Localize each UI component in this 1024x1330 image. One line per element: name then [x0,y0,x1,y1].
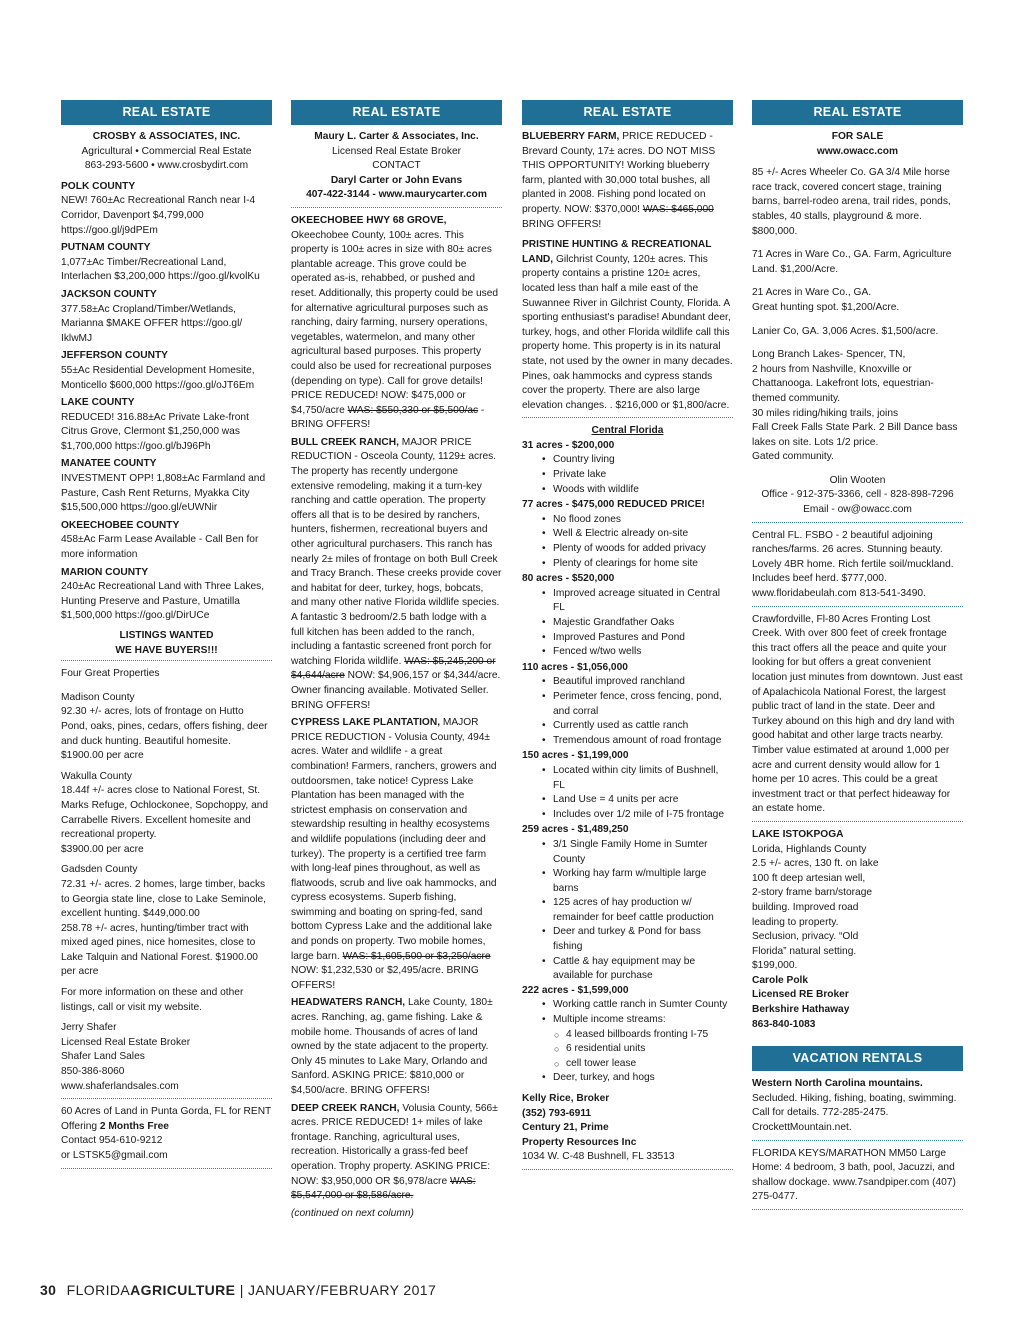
county-heading: OKEECHOBEE COUNTY [61,519,180,531]
headwaters-ranch [291,996,502,1098]
cypress-lake-plantation [291,716,502,993]
county-listing: 458±Ac Farm Lease Available - Call Ben for more information [61,534,259,561]
istokpoga-listing: Lorida, Highlands County 2.5 +/- acres, 130 ft. on lake 100 ft deep artesian well, 2-story frame barn/storage building. Improved road leading to property. Seclusion, privacy. “Old Florida” natural setting. $199,000. [752,843,879,972]
tract-title: 31 acres - $200,000 [522,439,615,451]
listing-title: CYPRESS LAKE PLANTATION, [291,717,441,729]
separator [61,660,272,661]
county-heading: MANATEE COUNTY [61,458,157,470]
listing-body: MAJOR PRICE REDUCTION - Volusia County, 494± acres. Water and wildlife - a great combination! Farmers, ranchers, growers and outdoorsmen, take notice! Cypress Lake Plantation has been managed with the strictest emphasis on conservation and stewardship resulting in healthy ecosystems and wildlife populations (including deer and turkey). The property is a certified tree farm with long-leaf pines throughout, as well as flatwoods, scrub and live oak hammocks, and cypress ecosystems. Superb fishing, swimming and boating on spring-fed, sand bottom Cypress Lake and the additional lake and ponds on property. Two mobile homes, large barn. [291,717,497,962]
offer-label: Offering [61,1120,100,1132]
listing-end: - BRING OFFERS! [291,404,485,431]
listings-wanted: LISTINGS WANTED [119,630,214,641]
tract-feature: • Tremendous amount of road frontage [553,734,733,749]
gadsden-listing: Gadsden County 72.31 +/- acres. 2 homes, large timber, backs to Georgia state line, close to Lake Seminole, excellent hunting. $449,000.00 258.78 +/- acres, hunting/timber tract with mixed aged pines, nice homesites, close to Lake Talquin and National Forest. $1900.00 per acre [61,864,266,978]
broker-line: Licensed Real Estate Broker [331,145,462,157]
column-3 [522,100,733,1176]
listing-body: Gilchrist County, 120± acres. This property contains a pristine 120± acres, located less than half a mile east of the Suwannee River in Gilchrist County, Florida. A sporting enthusiast's paradise! Abundant deer, turkey, hogs, and other Florida wildlife call this property home. This property is in its natural state, not used by the owner in many decades. Pines, oak hammocks and cypress stands cover the property. There are also large elevation changes. . $216,000 or $1,800/acre. [522,253,733,411]
tract-feature: • Fenced w/two wells [553,645,733,660]
we-have-buyers: WE HAVE BUYERS!!! [115,644,218,656]
wnc-listing [752,1077,963,1135]
company-tagline: Agricultural • Commercial Real Estate [81,145,252,157]
bull-creek-ranch [291,436,502,713]
listing-body: Volusia County, 566± acres. PRICE REDUCED! 1+ miles of lake frontage. Ranching, agricultural uses, recreation. Historically a grass-fed beef operation. Trophy property. ASKING PRICE: NOW: $3,950,000 OR $6,978/acre [291,1102,498,1187]
old-price: WAS: $465,000 [642,203,714,215]
offer-free: 2 Months Free [99,1120,169,1132]
lanier-listing: Lanier Co, GA. 3,006 Acres. $1,500/acre. [752,325,939,337]
county-listing: 55±Ac Residential Development Homesite, Monticello $600,000 https://goo.gl/oJT6Em [61,364,255,391]
more-info: For more information on these and other listings, call or visit my website. [61,987,244,1013]
tract-feature: • Working cattle ranch in Sumter County [553,998,733,1013]
page-number: 30 [40,1282,57,1298]
tract-features [522,838,733,984]
tract-features [522,587,733,660]
olin-name: Olin Wooten [829,474,886,486]
tract-feature: • Well & Electric already on-site [553,527,733,542]
tract-title: 259 acres - $1,489,250 [522,824,629,836]
county-listing: REDUCED! 316.88±Ac Private Lake-front Citrus Grove, Clermont $1,250,000 was $1,700,000 https://goo.gl/bJ96Ph [61,411,249,452]
section-header: REAL ESTATE [522,100,733,125]
company-name: CROSBY & ASSOCIATES, INC. [92,131,241,142]
county-listing: 377.58±Ac Cropland/Timber/Wetlands, Marianna $MAKE OFFER https://goo.gl/ IklwMJ [61,303,243,344]
kelly-rice-address: 1034 W. C-48 Bushnell, FL 33513 [522,1151,675,1163]
old-price: WAS: $550,330 or $5,500/ac [347,404,479,416]
section-header: REAL ESTATE [291,100,502,125]
section-header: REAL ESTATE [61,100,272,125]
separator [752,1209,963,1210]
tract-feature: • No flood zones [553,513,733,528]
old-price: WAS: $5,245,200 or $4,644/acre [291,655,496,682]
separator [522,1169,733,1170]
ware-hunting-listing: 21 Acres in Ware Co., GA. Great hunting spot. $1,200/Acre. [752,287,900,313]
listing-end: NOW: $4,906,157 or $4,344/acre. Owner financing available. Motivated Seller. BRING OFFERS! [291,670,501,711]
olin-phone: Office - 912-375-3366, cell - 828-898-7296 [761,489,954,501]
tract-feature: • Land Use = 4 units per acre [553,793,733,808]
listing-title: Western North Carolina mountains. [752,1078,923,1090]
income-item: ○ cell tower lease [566,1057,733,1072]
vacation-rentals-header: VACATION RENTALS [752,1046,963,1071]
tract-title: 77 acres - $475,000 REDUCED PRICE! [522,499,705,511]
crawfordville-listing: Crawfordville, Fl-80 Acres Fronting Lost Creek. With over 800 feet of creek frontage this tract offers all the peace and quite your looking for but offers a great convenient location just minutes from downtown. Just east of Apalachicola National Forest, the largest public tract of land in the state. Deer and Turkey abound on this high and dry land with good habitat and other large tracts nearby. Timber value estimated at around 1,000 per acre and current density would allow for 1 home per 10 acres. This could be a great investment tract or that perfect hideaway for an estate home. [752,613,963,815]
deep-creek-ranch [291,1102,502,1204]
keys-listing: FLORIDA KEYS/MARATHON MM50 Large Home: 4 bedroom, 3 bath, pool, Jacuzzi, and shallow dockage. www.7sandpiper.com (407) 275-0477. [752,1147,956,1203]
punta-gorda-contact: Contact 954-610-9212 or LSTSK5@gmail.com [61,1135,168,1161]
central-florida-heading: Central Florida [591,425,664,437]
crosby-listings [61,180,272,624]
section-header: REAL ESTATE [752,100,963,125]
separator [522,417,733,418]
listing-body: Okeechobee County, 100± acres. This property is 100± acres in size with 80± acres plantable acreage. This grove could be operated as-is, rehabbed, or pushed and reset. Additionally, this property could be used for alternative agricultural purposes such as ranching, dairy farming, nursery operations, vegetables, watermelon, and many other agricultural based purposes. This property could also be used for recreational purposes (depending on type). Call for grove details! PRICE REDUCED! NOW: $475,000 or $4,750/acre [291,229,499,416]
shafer-contact: Jerry Shafer Licensed Real Estate Broker Shafer Land Sales 850-386-8060 www.shaferlandsales.com [61,1022,191,1092]
tract-features [522,675,733,748]
tract-feature: • Deer, turkey, and hogs [553,1071,733,1086]
listing-body: Secluded. Hiking, fishing, boating, swimming. Call for details. 772-285-2475. CrockettMountain.net. [752,1092,957,1134]
tract-title: 110 acres - $1,056,000 [522,661,628,673]
income-streams [553,1028,733,1072]
for-sale-heading: FOR SALE [831,131,884,142]
tract-feature: • Deer and turkey & Pond for bass fishing [553,925,733,954]
punta-gorda-offer [61,1120,272,1135]
tract-feature: • Improved acreage situated in Central FL [553,587,733,616]
tract-feature: • Cattle & hay equipment may be available for purchase [553,955,733,984]
listing-body: PRICE REDUCED - Brevard County, 17± acres. DO NOT MISS THIS OPPORTUNITY! Working blueberry farm, planted with 30,000 total bushes, all planted in 2008. Fishing pond located on property. NOW: $370,000! [522,131,716,215]
issue-date: | JANUARY/FEBRUARY 2017 [235,1282,437,1298]
tract-features [522,513,733,571]
kelly-rice-contact: Kelly Rice, Broker (352) 793-6911 Century 21, Prime Property Resources Inc [522,1093,637,1148]
listing-title: OKEECHOBEE HWY 68 GROVE, [291,214,447,226]
old-price: WAS: $5,547,000 or $8,586/acre. [291,1175,476,1202]
income-item: ○ 4 leased billboards fronting I-75 [566,1028,733,1043]
company-contact: 863-293-5600 • www.crosbydirt.com [84,160,249,172]
old-price: WAS: $1,605,500 or $3,250/acre [342,950,491,962]
income-item: ○ 6 residential units [566,1042,733,1057]
contact-phone: 407-422-3144 - www.maurycarter.com [306,189,487,201]
tract-title: 150 acres - $1,199,000 [522,750,629,762]
county-heading: LAKE COUNTY [61,397,135,409]
tract-feature: • Woods with wildlife [553,483,733,498]
fsbo-listing: Central FL. FSBO - 2 beautiful adjoining ranches/farms. 26 acres. Stunning beauty. Lovely 4BR home. Rich fertile soil/muckland. Includes beef herd. $777,000. www.floridabeulah.com 813-541-3490. [752,529,954,600]
county-heading: JACKSON COUNTY [61,288,157,300]
tract-feature: • Private lake [553,468,733,483]
contact-label: CONTACT [372,160,421,172]
wheeler-listing: 85 +/- Acres Wheeler Co. GA 3/4 Mile horse race track, covered concert stage, training barns, barrel-rodeo arena, trail rides, ponds, stables, 40 stalls, playground & more. $800,000. [752,167,951,237]
tract-feature: • Currently used as cattle ranch [553,719,733,734]
central-florida-tracts [522,439,733,984]
tract-feature: • Plenty of clearings for home site [553,557,733,572]
tract-feature: • Majestic Grandfather Oaks [553,616,733,631]
four-properties: Four Great Properties [61,668,160,680]
listing-body: MAJOR PRICE REDUCTION - Osceola County, 1129± acres. The property has recently undergone extensive remodeling, making it a turn-key ranching and cattle operation. The property offers all that is to be desired by ranchers, hunters, fishermen, recreational buyers and other agricultural purchasers. This ranch has nearly 2± miles of frontage on both Bull Creek and Tracy Branch. These creeks provide cover and habitat for deer, turkey, hogs, bobcats, and many other native Florida wildlife species. A fantastic 3 bedroom/2.5 bath lodge with a full kitchen has been added to the ranch, including a fantastic screened front porch for watching Florida wildlife. [291,436,502,667]
ware-farm-listing: 71 Acres in Ware Co., GA. Farm, Agriculture Land. $1,200/Acre. [752,249,952,275]
separator [291,207,502,208]
tract-feature: • Perimeter fence, cross fencing, pond, and corral [553,690,733,719]
pristine-hunting-land [522,238,733,413]
olin-email: Email - ow@owacc.com [803,504,912,516]
magazine-name-a: FLORIDA [66,1282,131,1298]
listing-title: HEADWATERS RANCH, [291,997,406,1009]
separator [752,821,963,822]
contact-names: Daryl Carter or John Evans [330,174,463,186]
owacc-site: www.owacc.com [816,145,899,157]
punta-gorda-rent: 60 Acres of Land in Punta Gorda, FL for RENT [61,1106,272,1118]
tract-feature: • Beautiful improved ranchland [553,675,733,690]
column-4 [752,100,963,1216]
tract-feature: • Country living [553,453,733,468]
county-listing: NEW! 760±Ac Recreational Ranch near I-4 Corridor, Davenport $4,799,000 https://goo.gl/j9dPEm [61,195,256,236]
tract-features [522,764,733,822]
listing-title: BLUEBERRY FARM, [522,131,620,142]
county-listing: 1,077±Ac Timber/Recreational Land, Interlachen $3,200,000 https://goo.gl/kvolKu [61,256,260,283]
listing-end: BRING OFFERS! [522,218,602,230]
tract-features [522,998,733,1086]
madison-listing: Madison County 92.30 +/- acres, lots of frontage on Hutto Pond, oaks, pines, cedars, offers fishing, deer and duck hunting. Beautiful homesite. $1900.00 per acre [61,691,268,762]
column-2 [291,100,502,1221]
tract-feature: • Includes over 1/2 mile of I-75 frontage [553,808,733,823]
page-footer [40,1282,436,1298]
continued-note: (continued on next column) [291,1207,414,1219]
listing-title: BULL CREEK RANCH, [291,436,399,448]
separator [61,1098,272,1099]
tract-features [522,453,733,497]
wakulla-listing: Wakulla County 18.44f +/- acres close to National Forest, St. Marks Refuge, Ochlockonee, Sopchoppy, and Carrabelle Rivers. Excellent homesite and recreational property. $3900.00 per acre [61,770,269,855]
listing-body: Lake County, 180± acres. Ranching, ag, game fishing. Lake & mobile home. Thousands of acres of land owned by the state adjacent to the property. Only 45 minutes to Lake Mary, Orlando and Sanford. ASKING PRICE: $810,000 or $4,500/acre. BRING OFFERS! [291,997,493,1096]
county-heading: POLK COUNTY [61,180,136,192]
istokpoga-title: LAKE ISTOKPOGA [752,828,844,840]
tract-feature: • 3/1 Single Family Home in Sumter County [553,838,733,867]
blueberry-farm [522,130,733,232]
county-listing: INVESTMENT OPP! 1,808±Ac Farmland and Pasture, Cash Rent Returns, Myakka City $15,500,000 https://goo.gl/eUWNir [61,473,266,514]
long-branch-listing: Long Branch Lakes- Spencer, TN, 2 hours from Nashville, Knoxville or Chattanooga. Lakefront lots, equestrian-themed community. 30 miles riding/hiking trails, joins Fall Creek Falls State Park. 2 Bill Dance bass lakes on site. Lots 1/2 price. Gated community. [752,349,958,463]
tract-title: 80 acres - $520,000 [522,573,615,585]
county-heading: JEFFERSON COUNTY [61,350,168,362]
tract-feature: • Working hay farm w/multiple large barns [553,867,733,896]
tract-feature [553,1013,733,1071]
tract-feature: • Plenty of woods for added privacy [553,542,733,557]
listing-title: PRISTINE HUNTING & RECREATIONAL LAND, [522,239,712,265]
tract-feature: • 125 acres of hay production w/ remainder for beef cattle production [553,896,733,925]
listing-end: NOW: $1,232,530 or $2,495/acre. BRING OFFERS! [291,965,479,991]
listing-title: DEEP CREEK RANCH, [291,1102,400,1114]
county-listing: 240±Ac Recreational Land with Three Lakes, Hunting Preserve and Pasture, Umatilla $1,500,000 https://goo.gl/DirUCe [61,581,265,622]
tract-feature: • Improved Pastures and Pond [553,631,733,646]
okeechobee-grove [291,214,502,433]
separator [752,522,963,523]
separator [752,606,963,607]
tract-feature-text: Multiple income streams: [553,1014,666,1026]
tract-feature: • Located within city limits of Bushnell, FL [553,764,733,793]
company-name: Maury L. Carter & Associates, Inc. [314,131,479,142]
county-heading: MARION COUNTY [61,566,149,578]
county-heading: PUTNAM COUNTY [61,242,151,254]
separator [61,1168,272,1169]
carole-polk-contact: Carole Polk Licensed RE Broker Berkshire Hathaway 863-840-1083 [752,974,850,1030]
magazine-name-b: AGRICULTURE [130,1282,236,1298]
separator [752,1140,963,1141]
column-1 [61,100,272,1175]
tract-title: 222 acres - $1,599,000 [522,984,629,996]
